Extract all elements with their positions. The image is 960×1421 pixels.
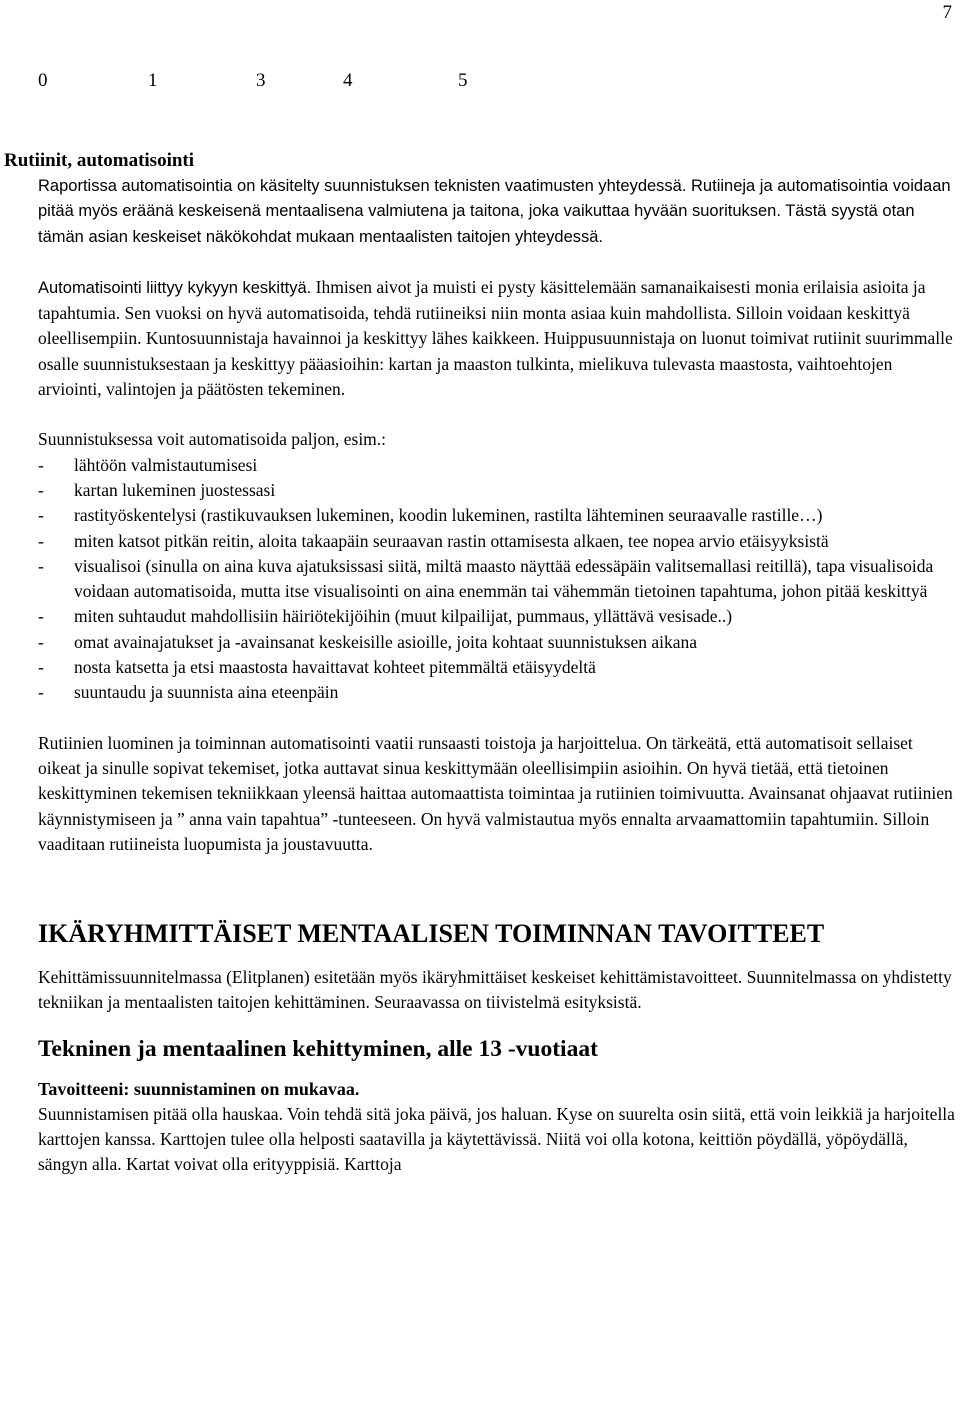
paragraph-body: Ihmisen aivot ja muisti ei pysty käsittelemään samanaikaisesti monia erilaisia asioita ja tapahtumia. Sen vuoksi on hyvä automatisoida, tehdä rutiineiksi niin monta asiaa kuin mahdollista. Silloin voidaan keskittyä oleellisempiin. Kuntosuunnistaja havainnoi ja keskittyy lähes kaikkeen. Huippusuunnistaja on luonut toimivat rutiinit suurimmalle osalle suunnistuksestaan ja keskittyy pääasioihin: kartan ja maaston tulkinta, mielikuva tulevasta maastosta, vaihtoehtojen arviointi, valintojen ja päätösten tekeminen. [38, 276, 953, 400]
scale-number: 4 [343, 70, 353, 91]
list-item: - lähtöön valmistautumisesi [38, 453, 958, 478]
paragraph: Rutiinien luominen ja toiminnan automatisointi vaatii runsaasti toistoja ja harjoittelua. On tärkeätä, että automatisoit sellaiset oikeat ja sinulle sopivat tekemiset, jotka auttavat sinua keskittymään oleellisimpiin asioihin. On hyvä tietää, että tietoinen keskittyminen tekemisen tekniikkaan yleensä haittaa automaattista toimintaa ja rutiinien toimivuutta. Avainsanat ohjaavat rutiinien käynnistymiseen ja ” anna vain tapahtua” -tunteeseen. On hyvä valmistautua myös ennalta arvaamattomiin tapahtumiin. Silloin vaaditaan rutiineista luopumista ja joustavuutta. [38, 732, 953, 854]
paragraph-lead: Automatisointi liittyy kykyyn keskittyä. [38, 278, 312, 297]
goal-heading: Tavoitteeni: suunnistaminen on mukavaa. [38, 1078, 360, 1099]
list-intro: Suunnistuksessa voit automatisoida paljon, esim.: [38, 429, 387, 450]
main-heading: IKÄRYHMITTÄISET MENTAALISEN TOIMINNAN TAVOITTEET [38, 919, 825, 949]
document-body [0, 148, 958, 1178]
scale-number: 3 [256, 70, 266, 91]
paragraph: Kehittämissuunnitelmassa (Elitplanen) esitetään myös ikäryhmittäiset keskeiset kehittämistavoitteet. Suunnitelmassa on yhdistetty tekniikan ja mentaalisten taitojen kehittäminen. Seuraavassa on tiivistelmä esityksistä. [38, 967, 952, 1013]
list-item: - suuntaudu ja suunnista aina eteenpäin [38, 680, 958, 705]
paragraph: Raportissa automatisointia on käsitelty suunnistuksen teknisten vaatimusten yhteydessä. Rutiineja ja automatisointia voidaan pitää myös eräänä keskeisenä mentaalisena valmiutena ja taitona, joka vaikuttaa hyvään suorituksen. Tästä syystä otan tämän asian keskeiset näkökohdat mukaan mentaalisten taitojen yhteydessä. [38, 177, 951, 246]
list-item: - nosta katsetta ja etsi maastosta havaittavat kohteet pitemmältä etäisyydeltä [38, 655, 958, 680]
paragraph [38, 275, 958, 402]
list-item: - miten katsot pitkän reitin, aloita takaapäin seuraavan rastin ottamisesta alkaen, tee nopea arvio etäisyyksistä [38, 529, 958, 554]
subheading: Tekninen ja mentaalinen kehittyminen, alle 13 -vuotiaat [38, 1035, 598, 1062]
list-item: - rastityöskentelysi (rastikuvauksen lukeminen, koodin lukeminen, rastilta lähteminen seuraavalle rastille…) [38, 503, 958, 528]
list-item: - miten suhtaudut mahdollisiin häiriötekijöihin (muut kilpailijat, pummaus, yllättävä vesisade..) [38, 604, 958, 629]
list-item: - kartan lukeminen juostessasi [38, 478, 958, 503]
scale-number: 5 [458, 70, 468, 91]
bullet-list [38, 453, 958, 706]
list-item: - visualisoi (sinulla on aina kuva ajatuksissasi siitä, miltä maasto näyttää edessäpäin valitsemallasi reitillä), tapa visualisoida voidaan automatisoida, mutta itse visualisointi on aina enemmän tai vähemmän tietoinen tapahtuma, johon pitää keskittyä [38, 554, 958, 605]
paragraph: Suunnistamisen pitää olla hauskaa. Voin tehdä sitä joka päivä, jos haluan. Kyse on suurelta osin siitä, että voin leikkiä ja harjoitella karttojen kanssa. Karttojen tulee olla helposti saatavilla ja käytettävissä. Niitä voi olla kotona, keittiön pöydällä, yöpöydällä, sängyn alla. Kartat voivat olla erityyppisiä. Karttoja [38, 1103, 955, 1175]
section-heading: Rutiinit, automatisointi [4, 150, 195, 171]
scale-number: 1 [148, 70, 158, 91]
page-number: 7 [942, 2, 952, 23]
scale-number: 0 [38, 70, 48, 91]
list-item: - omat avainajatukset ja -avainsanat keskeisille asioille, joita kohtaat suunnistuksen aikana [38, 630, 958, 655]
